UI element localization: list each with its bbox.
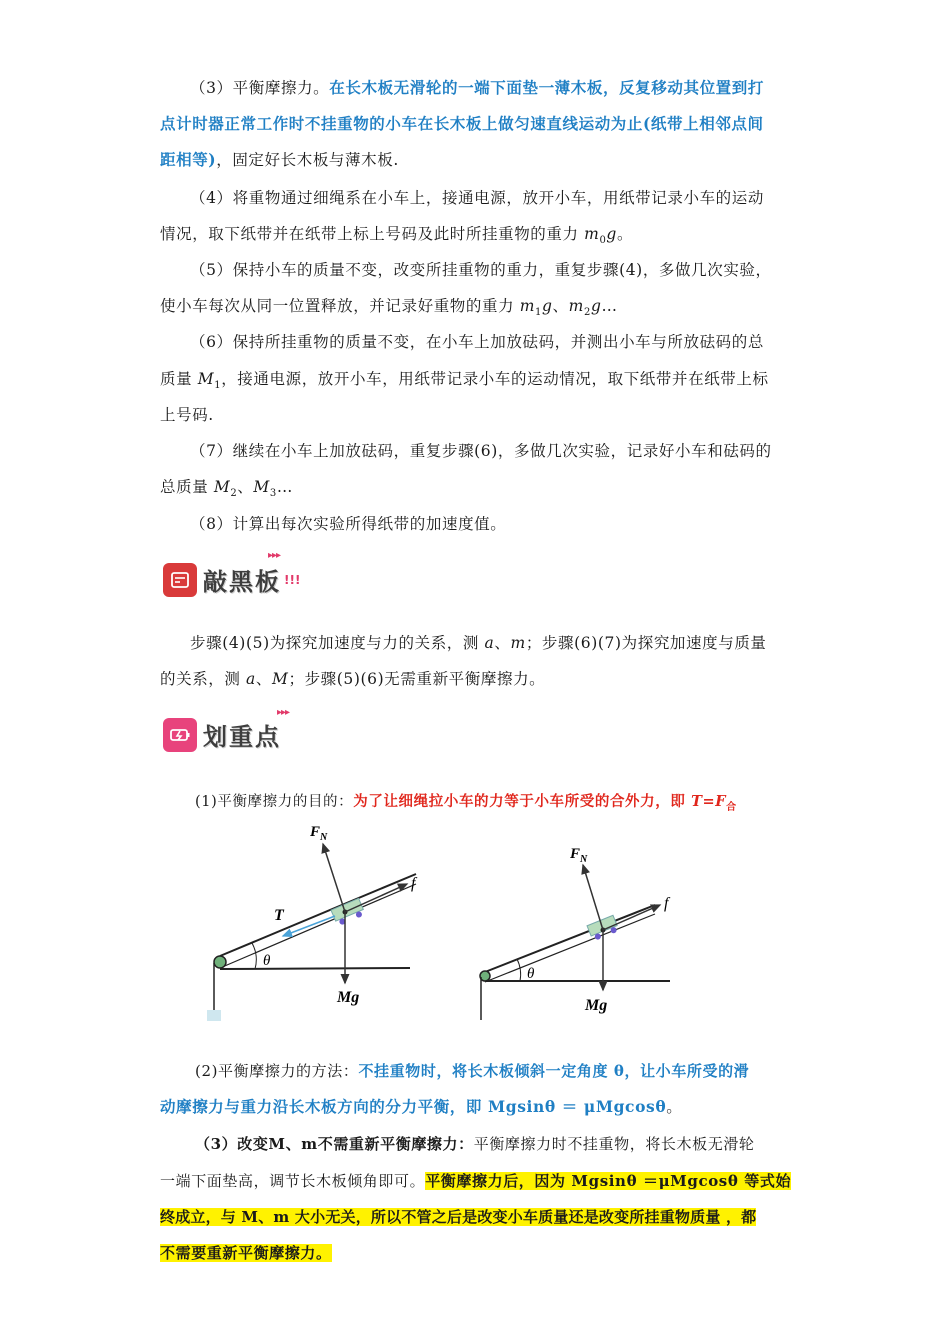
step6-line1: （6）保持所挂重物的质量不变，在小车上加放砝码，并测出小车与所放砝码的总 (190, 333, 764, 351)
var-M: M (271, 670, 289, 688)
key1-equation: T=F (691, 793, 727, 810)
key3-highlight-1: 平衡摩擦力后，因为 Mgsinθ ＝μMgcosθ 等式始 (425, 1172, 792, 1190)
weight-block (207, 1010, 221, 1021)
subscript: 0 (599, 235, 607, 247)
label-theta: θ (527, 966, 535, 982)
var-a: a (484, 634, 495, 652)
key1-subscript: 合 (726, 801, 737, 813)
step6-text-b: ，接通电源，放开小车，用纸带记录小车的运动情况，取下纸带并在纸带上标 (221, 370, 769, 388)
label-FN: $F_N$ (310, 824, 328, 843)
key2-blue-text-2: 动摩擦力与重力沿长木板方向的分力平衡，即 Mgsinθ ＝ μMgcosθ (160, 1097, 667, 1116)
step5-text: 使小车每次从同一位置释放，并记录好重物的重力 (160, 297, 520, 315)
badge-key-points-text: 划重点 (203, 723, 281, 751)
key1-line (195, 784, 795, 820)
ellipsis: … (276, 478, 293, 496)
step3-blue-text-1: 在长木板无滑轮的一端下面垫一薄木板，反复移动其位置到打 (329, 78, 764, 97)
key1-red-text: 为了让细绳拉小车的力等于小车所受的合外力，即 (353, 793, 692, 810)
note-text-b: ；步骤(6)(7)为探究加速度与质量 (525, 634, 767, 652)
label-FN: $F_N$ (570, 846, 588, 865)
note-text-c: 的关系，测 (160, 670, 247, 688)
step3-line2 (160, 106, 792, 142)
var-M: M (253, 478, 270, 496)
var-M: M (197, 370, 215, 388)
key3-line1 (195, 1126, 795, 1162)
note-text-d: ；步骤(5)(6)无需重新平衡摩擦力。 (288, 670, 546, 688)
label-theta: θ (263, 953, 271, 969)
subscript: 2 (583, 307, 591, 319)
var-m: m (584, 225, 600, 243)
key3-highlight-2: 终成立，与 M、m 大小无关，所以不管之后是改变小车质量还是改变所挂重物质量 ，都 (160, 1208, 757, 1226)
ellipsis: … (601, 297, 618, 315)
subscript: 2 (230, 488, 238, 500)
subscript: 1 (214, 380, 222, 392)
step3-blue-text-3: 距相等) (160, 150, 217, 169)
step4-text: 情况，取下纸带并在纸带上标上号码及此时所挂重物的重力 (160, 225, 585, 243)
cart-icon (331, 898, 366, 926)
badge-blackboard (163, 562, 300, 597)
incline-diagram-left (195, 818, 435, 1028)
note-line2 (160, 661, 792, 697)
step5-line1: （5）保持小车的质量不变，改变所挂重物的重力，重复步骤(4)，多做几次实验， (190, 261, 772, 279)
punct: 。 (666, 1098, 683, 1116)
var-g: g (542, 297, 553, 315)
badge-blackboard-title (203, 562, 281, 597)
var-g: g (606, 225, 617, 243)
var-g: g (590, 297, 602, 315)
triple-arrow-icon: ▸▸▸ (277, 707, 290, 718)
var-m: m (519, 297, 536, 315)
label-f: f (411, 875, 416, 892)
label-Mg: Mg (585, 997, 608, 1014)
label-T: T (274, 907, 284, 924)
step4-line1: （4）将重物通过细绳系在小车上，接通电源，放开小车，用纸带记录小车的运动 (190, 189, 764, 207)
exclamation-marks: !!! (284, 572, 301, 587)
step3-tail: ，固定好长木板与薄木板. (216, 151, 399, 169)
triple-arrow-icon: ▸▸▸ (268, 550, 281, 561)
var-a: a (246, 670, 256, 688)
badge-key-points (163, 717, 281, 752)
separator: 、 (494, 634, 511, 652)
step7-line2 (160, 469, 792, 505)
punct: 。 (616, 225, 634, 243)
step7-line1: （7）继续在小车上加放砝码，重复步骤(6)，多做几次实验，记录好小车和砝码的 (190, 442, 772, 460)
badge-blackboard-text: 敲黑板 (203, 568, 281, 596)
pulley-icon (214, 956, 226, 968)
key3-line2 (160, 1163, 792, 1199)
step3-line1 (190, 70, 792, 106)
badge-key-points-title (203, 717, 281, 752)
var-M: M (213, 478, 231, 496)
key2-line1 (195, 1053, 795, 1089)
step5-line2 (160, 288, 792, 324)
step3-heading: 平衡摩擦力。 (232, 79, 330, 97)
step3-line3 (160, 142, 792, 178)
key3-line3 (160, 1199, 792, 1235)
separator: 、 (552, 297, 569, 315)
step4-line2 (160, 216, 792, 252)
var-m: m (568, 297, 584, 315)
step6-text-a: 质量 (160, 370, 198, 388)
step6-line3: 上号码. (160, 406, 214, 424)
step3-blue-text-2: 点计时器正常工作时不挂重物的小车在长木板上做匀速直线运动为止(纸带上相邻点间 (160, 114, 764, 133)
key2-line2 (160, 1089, 792, 1125)
label-f: f (664, 895, 669, 912)
label-Mg: Mg (337, 989, 360, 1006)
subscript: 3 (269, 488, 277, 500)
key3-line4 (160, 1235, 792, 1271)
incline-diagram-right (465, 840, 685, 1030)
step3-number: （3） (190, 79, 233, 97)
key2-label: (2)平衡摩擦力的方法： (195, 1062, 359, 1080)
key3-text-1: 平衡摩擦力时不挂重物，将长木板无滑轮 (473, 1135, 755, 1153)
key2-blue-text-1: 不挂重物时，将长木板倾斜一定角度 θ，让小车所受的滑 (358, 1062, 750, 1080)
key3-text-2: 一端下面垫高，调节长木板倾角即可。 (160, 1172, 426, 1190)
step7-text: 总质量 (160, 478, 214, 496)
note-text-a: 步骤(4)(5)为探究加速度与力的关系，测 (190, 634, 485, 652)
separator: 、 (255, 670, 272, 688)
var-m: m (510, 634, 526, 652)
battery-bolt-icon (163, 718, 197, 752)
key3-label: （3）改变M、m不需重新平衡摩擦力： (195, 1135, 474, 1153)
separator: 、 (237, 478, 254, 496)
note-line1 (190, 625, 792, 661)
key3-highlight-3: 不需要重新平衡摩擦力。 (160, 1244, 332, 1262)
subscript: 1 (535, 307, 543, 319)
blackboard-icon (163, 563, 197, 597)
key1-label: (1)平衡摩擦力的目的： (195, 794, 354, 810)
step6-line2 (160, 361, 792, 397)
step8-line1: （8）计算出每次实验所得纸带的加速度值。 (190, 515, 507, 533)
